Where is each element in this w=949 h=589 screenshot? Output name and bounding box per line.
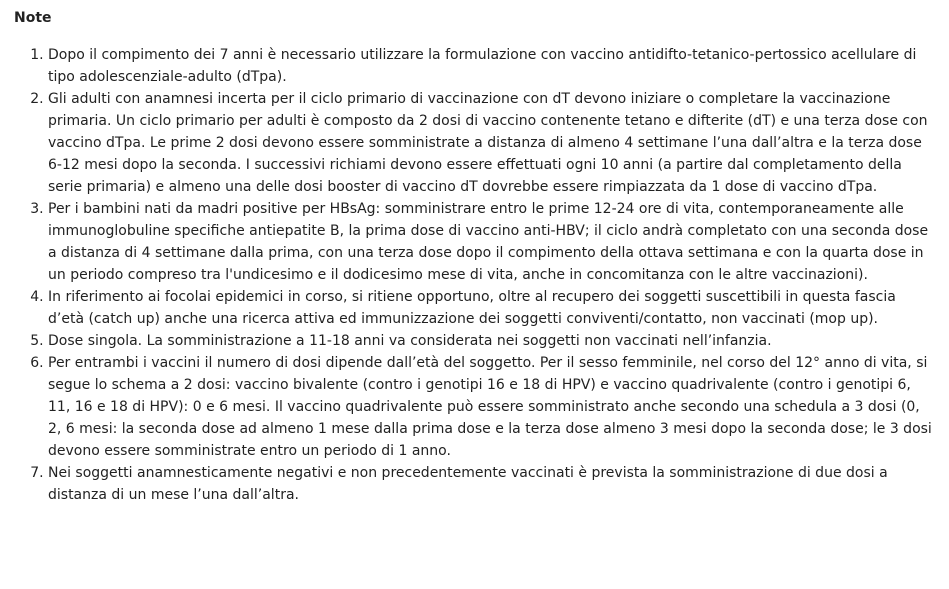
note-item: 2. Gli adulti con anamnesi incerta per il ciclo primario di vaccinazione con dT devono iniziare o completare la vaccinazione primaria. Un ciclo primario per adulti è composto da 2 dosi di vaccino contenente tetano e difterite (dT) e una terza dose con vaccino dTpa. Le prime 2 dosi devono essere somministrate a distanza di almeno 4 settimane l’una dall’altra e la terza dose 6-12 mesi dopo la seconda. I successivi richiami devono essere effettuati ogni 10 anni (a partire dal completamento della serie primaria) e almeno una delle dosi booster di vaccino dT dovrebbe essere rimpiazzata da 1 dose di vaccino dTpa. [48, 88, 935, 198]
note-item: 7. Nei soggetti anamnesticamente negativi e non precedentemente vaccinati è prevista la somministrazione di due dosi a distanza di un mese l’una dall’altra. [48, 462, 935, 506]
note-item: 6. Per entrambi i vaccini il numero di dosi dipende dall’età del soggetto. Per il sesso femminile, nel corso del 12° anno di vita, si segue lo schema a 2 dosi: vaccino bivalente (contro i genotipi 16 e 18 di HPV) e vaccino quadrivalente (contro i genotipi 6, 11, 16 e 18 di HPV): 0 e 6 mesi. Il vaccino quadrivalente può essere somministrato anche secondo una schedula a 3 dosi (0, 2, 6 mesi: la seconda dose ad almeno 1 mese dalla prima dose e la terza dose almeno 3 mesi dopo la seconda dose; le 3 dosi devono essere somministrate entro un periodo di 1 anno. [48, 352, 935, 462]
note-item: 3. Per i bambini nati da madri positive per HBsAg: somministrare entro le prime 12-24 ore di vita, contemporaneamente alle immunoglobuline specifiche antiepatite B, la prima dose di vaccino anti-HBV; il ciclo andrà completato con una seconda dose a distanza di 4 settimane dalla prima, con una terza dose dopo il compimento della ottava settimana e con la quarta dose in un periodo compreso tra l'undicesimo e il dodicesimo mese di vita, anche in concomitanza con le altre vaccinazioni). [48, 198, 935, 286]
notes-title: Note [14, 10, 52, 26]
note-item: 4. In riferimento ai focolai epidemici in corso, si ritiene opportuno, oltre al recupero dei soggetti suscettibili in questa fascia d’età (catch up) anche una ricerca attiva ed immunizzazione dei soggetti conviventi/contatto, non vaccinati (mop up). [48, 286, 935, 330]
note-item: 1. Dopo il compimento dei 7 anni è necessario utilizzare la formulazione con vaccino antidifto-tetanico-pertossico acellulare di tipo adolescenziale-adulto (dTpa). [48, 44, 935, 88]
notes-list [14, 44, 935, 506]
note-item: 5. Dose singola. La somministrazione a 11-18 anni va considerata nei soggetti non vaccinati nell’infanzia. [48, 330, 935, 352]
